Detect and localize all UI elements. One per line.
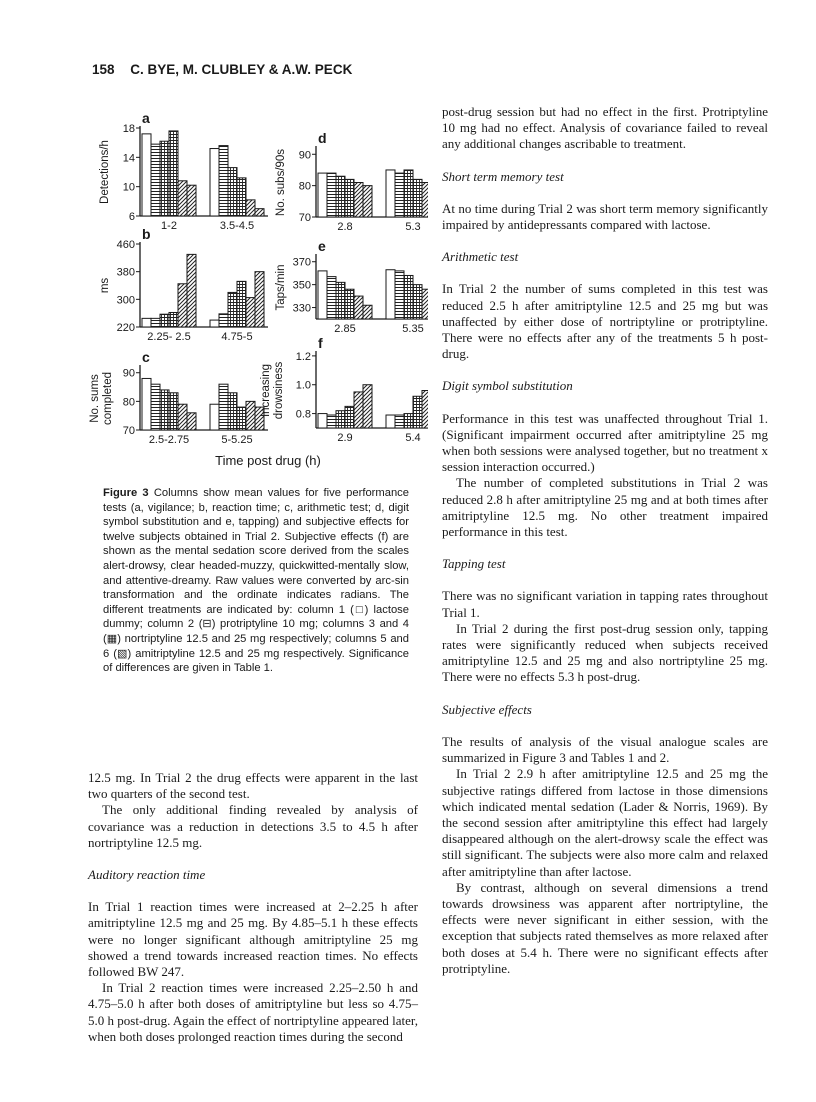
bar xyxy=(422,183,428,218)
y-tick-label: 0.8 xyxy=(295,408,311,421)
x-category-label: 2.9 xyxy=(337,432,353,444)
panel-label: e xyxy=(318,238,326,254)
panel-label: c xyxy=(142,349,150,365)
paragraph: In Trial 2 reaction times were increased 2.25–2.50 h and 4.75–5.0 h after both doses of amitriptyline but less so 4.75–5.0 h post-drug. Again the effect of nortriptyline appeared later, when both doses prolonged reaction times during the second xyxy=(88,980,418,1044)
bar xyxy=(169,393,178,430)
bar xyxy=(169,312,178,327)
y-axis-label: completed xyxy=(102,371,114,426)
bar xyxy=(246,298,255,327)
bar xyxy=(160,141,169,216)
bar xyxy=(354,296,363,319)
section-heading: Auditory reaction time xyxy=(88,867,206,883)
x-category-label: 2.8 xyxy=(337,221,353,233)
bar xyxy=(327,277,336,319)
bar xyxy=(151,318,160,327)
bar xyxy=(142,134,151,216)
bar xyxy=(345,179,354,217)
x-category-label: 5-5.25 xyxy=(221,434,253,446)
y-axis-label: drowsiness xyxy=(273,361,285,420)
y-tick-label: 90 xyxy=(298,149,311,162)
y-tick-label: 14 xyxy=(122,152,135,165)
figure-caption xyxy=(103,486,409,676)
paragraph: In Trial 2 during the first post-drug session only, tapping rates were significantly reduced when subjects received amitriptyline 12.5 and 25 mg and also nortriptyline 25 mg. There were no effects 5.3 h post-drug. xyxy=(442,620,768,685)
bar xyxy=(386,270,395,319)
bar xyxy=(228,292,237,327)
panel-e xyxy=(275,238,428,335)
y-axis-label: No. subs/90s xyxy=(275,148,287,217)
bar xyxy=(404,414,413,428)
bar xyxy=(255,272,264,327)
y-tick-label: 350 xyxy=(292,279,311,292)
bar xyxy=(178,181,187,216)
y-axis-label: Increasing xyxy=(260,363,272,418)
figure-3 xyxy=(88,112,428,472)
y-tick-label: 6 xyxy=(128,211,135,223)
bar xyxy=(228,393,237,430)
running-header xyxy=(92,62,352,77)
bar xyxy=(142,378,151,430)
paragraph: Performance in this test was unaffected throughout Trial 1. (Significant impairment occurred after amitriptyline 25 mg when both sessions were analysed together, but no treatment x session interaction occurred.) xyxy=(442,410,768,475)
y-tick-label: 1.0 xyxy=(295,379,311,392)
y-tick-label: 380 xyxy=(116,266,135,279)
y-tick-label: 70 xyxy=(122,425,135,437)
y-tick-label: 460 xyxy=(116,239,135,251)
bar xyxy=(363,305,372,319)
y-tick-label: 300 xyxy=(116,294,135,307)
paragraph: The number of completed substitutions in Trial 2 was reduced 2.8 h after amitriptyline 25 mg and at both times after amitriptyline 12.5 mg. No other treatment impaired performance in this test. xyxy=(442,475,768,540)
paragraph: 12.5 mg. In Trial 2 the drug effects were apparent in the last two quarters of the second test. xyxy=(88,770,418,802)
y-tick-label: 370 xyxy=(292,256,311,269)
bar xyxy=(151,384,160,430)
y-axis-label: No. sums xyxy=(89,374,101,423)
bar xyxy=(169,131,178,216)
x-axis-title: Time post drug (h) xyxy=(215,453,321,468)
x-category-label: 2.85 xyxy=(334,323,356,335)
bar xyxy=(178,404,187,430)
bar xyxy=(395,415,404,428)
bar xyxy=(187,185,196,216)
section-heading: Short term memory test xyxy=(442,168,564,184)
bar xyxy=(160,390,169,430)
bar xyxy=(142,318,151,327)
bar xyxy=(336,411,345,428)
bar xyxy=(395,173,404,217)
paragraph: In Trial 2 the number of sums completed in this test was reduced 2.5 h after amitriptyline 12.5 and 25 mg but was unaffected by either dose of nortriptyline or protriptyline. There were no effects after any of the treatments 5 h post-drug. xyxy=(442,281,768,362)
bar xyxy=(354,183,363,218)
section-heading: Arithmetic test xyxy=(442,249,519,265)
x-category-label: 5.4 xyxy=(405,432,421,444)
panel-label: d xyxy=(318,130,327,146)
bar xyxy=(363,385,372,428)
paragraph: In Trial 1 reaction times were increased at 2–2.25 h after amitriptyline 12.5 mg and 25 mg. By 4.85–5.1 h these effects were no longer significant although amitriptyline 25 mg showed a trend towards increased reaction times. No effects followed BW 247. xyxy=(88,899,418,980)
bar xyxy=(210,149,219,216)
page-number: 158 xyxy=(92,62,115,77)
panel-c xyxy=(89,349,268,446)
bar xyxy=(336,282,345,319)
y-tick-label: 330 xyxy=(292,302,311,315)
y-tick-label: 80 xyxy=(122,396,135,409)
panel-f xyxy=(260,335,428,444)
bar xyxy=(404,170,413,217)
bar xyxy=(327,173,336,217)
paragraph: By contrast, although on several dimensions a trend towards drowsiness was apparent after nortriptyline, the effects were never significant in either session, with the exception that subjects rated themselves as more relaxed after both doses at 5.4 h. There were no significant effects after protriptyline. xyxy=(442,879,768,976)
bar xyxy=(151,144,160,216)
y-tick-label: 10 xyxy=(122,181,135,194)
caption-text: Columns show mean values for five performance tests (a, vigilance; b, reaction time; c, arithmetic test; d, digit symbol substitution and e, tapping) and subjective effects for twelve subjects obtained in Trial 2. Subjective effects (f) are shown as the mental sedation score derived from the scales alert-drowsy, clear headed-muzzy, quickwitted-mentally slow, and attentive-dreamy. Raw values were converted by arc-sin transformation and the ordinate indicates radians. The different treatments are indicated by: column 1 (□) lactose dummy; column 2 (⊟) protriptyline 10 mg; columns 3 and 4 (▦) nortriptyline 12.5 and 25 mg respectively; columns 5 and 6 (▧) amitriptyline 12.5 and 25 mg respectively. Significance of differences are given in Table 1. xyxy=(103,487,409,675)
section-heading: Subjective effects xyxy=(442,701,532,717)
x-category-label: 2.25- 2.5 xyxy=(147,331,191,343)
y-tick-label: 70 xyxy=(298,212,311,224)
y-axis-label: Taps/min xyxy=(275,264,287,311)
bar xyxy=(187,254,196,327)
bar xyxy=(219,384,228,430)
y-tick-label: 80 xyxy=(298,180,311,193)
bar xyxy=(210,404,219,430)
x-category-label: 2.5-2.75 xyxy=(148,434,190,446)
section-heading: Digit symbol substitution xyxy=(442,378,573,394)
y-tick-label: 220 xyxy=(116,322,135,334)
panel-label: a xyxy=(142,112,150,126)
bar xyxy=(413,179,422,217)
running-head-authors: C. BYE, M. CLUBLEY & A.W. PECK xyxy=(130,62,353,77)
bar xyxy=(422,289,428,319)
bar xyxy=(345,406,354,428)
bar xyxy=(178,284,187,327)
x-category-label: 5.35 xyxy=(402,323,424,335)
panel-a xyxy=(99,112,268,232)
bar xyxy=(363,186,372,217)
bar xyxy=(318,271,327,319)
bar xyxy=(327,415,336,428)
panel-d xyxy=(275,130,428,233)
bar xyxy=(219,146,228,216)
right-column-text xyxy=(442,104,768,977)
x-category-label: 1-2 xyxy=(161,220,177,232)
bar xyxy=(246,200,255,216)
bar xyxy=(413,285,422,319)
x-category-label: 4.75-5 xyxy=(221,331,253,343)
y-axis-label: Detections/h xyxy=(99,140,111,204)
panel-b xyxy=(99,226,268,343)
bar xyxy=(386,170,395,217)
bar xyxy=(345,289,354,319)
bar xyxy=(255,209,264,216)
bar xyxy=(413,396,422,428)
bar xyxy=(422,391,428,429)
bar xyxy=(318,173,327,217)
bar xyxy=(404,275,413,319)
paragraph: There was no significant variation in tapping rates throughout Trial 1. xyxy=(442,588,768,620)
bar xyxy=(160,314,169,327)
paragraph: In Trial 2 2.9 h after amitriptyline 12.5 and 25 mg the subjective ratings differed from lactose in those dimensions which indicated mental sedation (Lader & Norris, 1969). By the second session after amitriptyline this effect had largely disappeared although on the alert-drowsy scale the effect was still significant. The subjects were also more calm and relaxed after amitriptyline than after lactose. xyxy=(442,766,768,879)
paragraph: At no time during Trial 2 was short term memory significantly impaired by antidepressants compared with lactose. xyxy=(442,200,768,233)
bar xyxy=(246,401,255,430)
bar xyxy=(219,314,228,327)
bar xyxy=(237,178,246,216)
bar xyxy=(395,271,404,319)
bar xyxy=(210,320,219,327)
bar xyxy=(386,415,395,428)
section-heading: Tapping test xyxy=(442,556,506,572)
left-column-text xyxy=(88,770,418,1045)
panel-label: f xyxy=(318,335,323,351)
paragraph: post-drug session but had no effect in the first. Protriptyline 10 mg had no effect. Analysis of covariance failed to reveal any additional changes ascribable to treatment. xyxy=(442,104,768,152)
paragraph: The results of analysis of the visual analogue scales are summarized in Figure 3 and Tables 1 and 2. xyxy=(442,733,768,766)
x-category-label: 3.5-4.5 xyxy=(219,220,255,232)
bar xyxy=(318,414,327,428)
caption-label: Figure 3 xyxy=(103,487,149,499)
bar xyxy=(228,168,237,216)
bar xyxy=(237,281,246,327)
y-tick-label: 90 xyxy=(122,367,135,380)
paragraph: The only additional finding revealed by analysis of covariance was a reduction in detections 3.5 to 4.5 h after nortriptyline 12.5 mg. xyxy=(88,802,418,850)
x-category-label: 5.3 xyxy=(405,221,421,233)
bar xyxy=(336,176,345,217)
y-tick-label: 1.2 xyxy=(295,350,311,363)
bar xyxy=(354,392,363,428)
bar xyxy=(237,407,246,430)
bar xyxy=(187,413,196,430)
panel-label: b xyxy=(142,226,151,242)
y-tick-label: 18 xyxy=(122,123,135,135)
y-axis-label: ms xyxy=(99,277,111,294)
